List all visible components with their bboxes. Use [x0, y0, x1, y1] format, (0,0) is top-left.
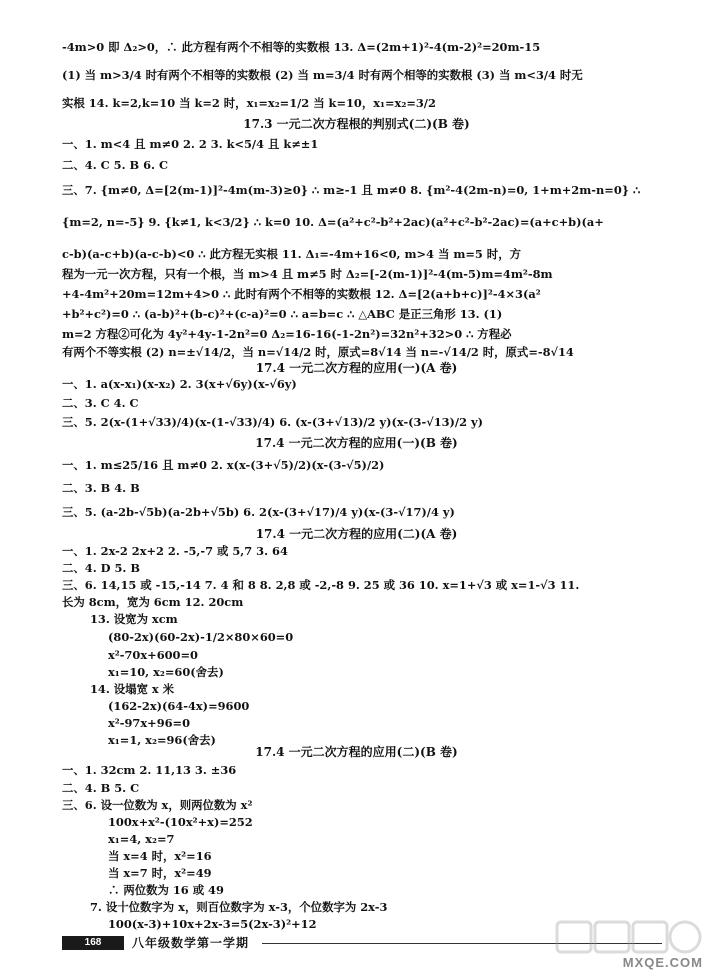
- answer-line: 100(x-3)+10x+2x-3=5(2x-3)²+12: [108, 917, 317, 931]
- answer-line: 当 x=4 时，x²=16: [108, 849, 212, 863]
- answer-line: m=2 方程②可化为 4y²+4y-1-2n²=0 Δ₂=16-16(-1-2n²)=32n²+32>0 ∴ 方程必: [62, 327, 512, 341]
- answer-line: x₁=10, x₂=60(舍去): [108, 665, 224, 679]
- answer-line: 7. 设十位数字为 x，则百位数字为 x-3，个位数字为 2x-3: [90, 900, 388, 914]
- answer-line: 长为 8cm，宽为 6cm 12. 20cm: [62, 595, 244, 609]
- answer-line: +b²+c²)=0 ∴ (a-b)²+(b-c)²+(c-a)²=0 ∴ a=b=c ∴ △ABC 是正三角形 13. (1): [62, 307, 503, 321]
- answer-line: 14. 设塌宽 x 米: [90, 682, 175, 696]
- answer-line: 实根 14. k=2,k=10 当 k=2 时，x₁=x₂=1/2 当 k=10，x₁=x₂=3/2: [62, 96, 436, 110]
- answer-line: 二、4. C 5. B 6. C: [62, 158, 169, 172]
- section-heading: 17.4 一元二次方程的应用(一)(B 卷): [255, 436, 458, 450]
- answer-line: x²-97x+96=0: [108, 716, 191, 730]
- section-heading: 17.3 一元二次方程根的判别式(二)(B 卷): [243, 117, 470, 131]
- book-title: 八年级数学第一学期: [132, 936, 250, 950]
- answer-line: 三、6. 设一位数为 x，则两位数为 x²: [62, 798, 253, 812]
- answer-line: 一、1. a(x-x₁)(x-x₂) 2. 3(x+√6y)(x-√6y): [62, 377, 297, 391]
- answer-line: c-b)(a-c+b)(a-c-b)<0 ∴ 此方程无实根 11. Δ₁=-4m+16<0, m>4 当 m=5 时，方: [62, 247, 521, 261]
- page-number: 168: [62, 936, 124, 950]
- answer-line: x²-70x+600=0: [108, 648, 198, 662]
- answer-line: 有两个不等实根 (2) n=±√14/2，当 n=√14/2 时，原式=8√14 当 n=-√14/2 时，原式=-8√14: [62, 345, 574, 359]
- answer-line: 100x+x²-(10x²+x)=252: [108, 815, 253, 829]
- section-heading: 17.4 一元二次方程的应用(一)(A 卷): [255, 361, 458, 375]
- answer-line: x₁=4, x₂=7: [108, 832, 175, 846]
- answer-line: (1) 当 m>3/4 时有两个不相等的实数根 (2) 当 m=3/4 时有两个相等的实数根 (3) 当 m<3/4 时无: [62, 68, 583, 82]
- answer-line: 三、6. 14,15 或 -15,-14 7. 4 和 8 8. 2,8 或 -2,-8 9. 25 或 36 10. x=1+√3 或 x=1-√3 11.: [62, 578, 580, 592]
- watermark-text: MXQE.COM: [622, 955, 703, 970]
- answer-line: 一、1. m<4 且 m≠0 2. 2 3. k<5/4 且 k≠±1: [62, 137, 319, 151]
- answer-line: 13. 设宽为 xcm: [90, 612, 178, 626]
- answer-line: 二、4. D 5. B: [62, 561, 140, 575]
- answer-line: 三、5. 2(x-(1+√33)/4)(x-(1-√33)/4) 6. (x-(3+√13)/2 y)(x-(3-√13)/2 y): [62, 415, 483, 429]
- answer-line: 二、3. B 4. B: [62, 481, 140, 495]
- section-heading: 17.4 一元二次方程的应用(二)(A 卷): [255, 527, 458, 541]
- answer-line: {m=2, n=-5} 9. {k≠1, k<3/2} ∴ k=0 10. Δ=(a²+c²-b²+2ac)(a²+c²-b²-2ac)=(a+c+b)(a+: [62, 215, 604, 229]
- answer-line: 二、3. C 4. C: [62, 396, 139, 410]
- answer-line: (80-2x)(60-2x)-1/2×80×60=0: [108, 630, 294, 644]
- answer-line: 二、4. B 5. C: [62, 781, 140, 795]
- answer-line: 一、1. 32cm 2. 11,13 3. ±36: [62, 763, 237, 777]
- answer-line: 一、1. 2x-2 2x+2 2. -5,-7 或 5,7 3. 64: [62, 544, 288, 558]
- answer-line: 当 x=7 时，x²=49: [108, 866, 212, 880]
- answer-line: +4-4m²+20m=12m+4>0 ∴ 此时有两个不相等的实数根 12. Δ=[2(a+b+c)]²-4×3(a²: [62, 287, 541, 301]
- answer-line: 程为一元一次方程，只有一个根，当 m>4 且 m≠5 时 Δ₂=[-2(m-1)]²-4(m-5)m=4m²-8m: [62, 267, 553, 281]
- answer-line: ∴ 两位数为 16 或 49: [108, 883, 224, 897]
- section-heading: 17.4 一元二次方程的应用(二)(B 卷): [255, 745, 458, 759]
- answer-line: x₁=1, x₂=96(舍去): [108, 733, 216, 747]
- answer-line: (162-2x)(64-4x)=9600: [108, 699, 250, 713]
- answer-line: 一、1. m≤25/16 且 m≠0 2. x(x-(3+√5)/2)(x-(3-√5)/2): [62, 458, 385, 472]
- answer-line: 三、7. {m≠0, Δ=[2(m-1)]²-4m(m-3)≥0} ∴ m≥-1 且 m≠0 8. {m²-4(2m-n)=0, 1+m+2m-n=0} ∴: [62, 183, 641, 197]
- answer-line: -4m>0 即 Δ₂>0，∴ 此方程有两个不相等的实数根 13. Δ=(2m+1)²-4(m-2)²=20m-15: [62, 40, 541, 54]
- answer-line: 三、5. (a-2b-√5b)(a-2b+√5b) 6. 2(x-(3+√17)/4 y)(x-(3-√17)/4 y): [62, 505, 455, 519]
